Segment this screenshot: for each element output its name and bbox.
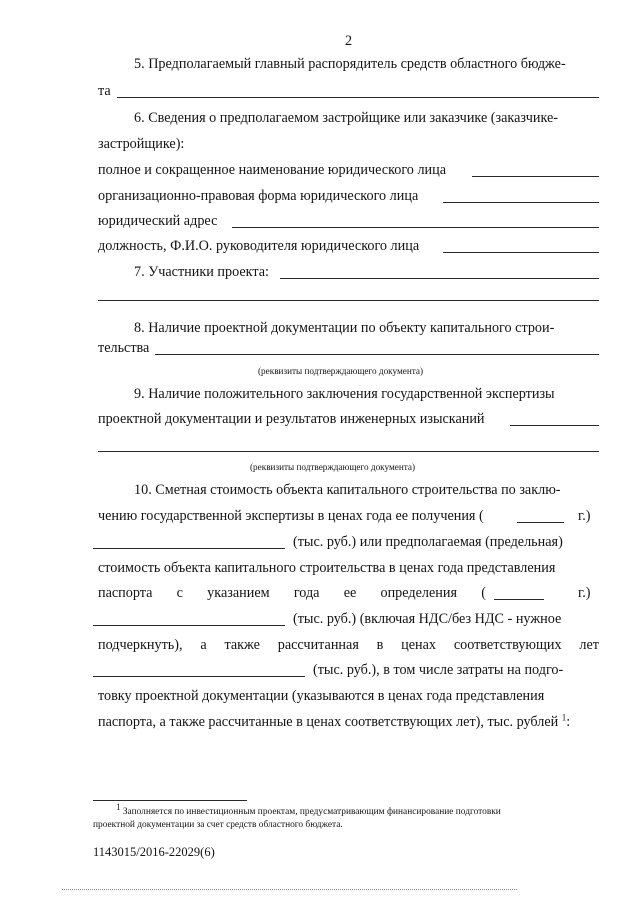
word: соответствующих <box>453 637 562 653</box>
fill-line <box>155 354 599 355</box>
footnote-marker: 1 <box>116 801 121 812</box>
item-10-line-6: (тыс. руб.) (включая НДС/без НДС - нужное <box>293 611 562 627</box>
item-9-caption: (реквизиты подтверждающего документа) <box>250 462 416 472</box>
footnote-text: Заполняется по инвестиционным проектам, предусматривающим финансирование подготовки <box>122 807 501 817</box>
footnote-line-1 <box>116 801 501 818</box>
fill-line <box>280 278 599 279</box>
item-10-line-1: 10. Сметная стоимость объекта капитального строительства по заклю- <box>134 482 561 498</box>
word: с <box>176 585 183 601</box>
fill-line <box>472 176 599 177</box>
item-10-line-8: (тыс. руб.), в том числе затраты на подго- <box>313 662 564 678</box>
item-8-line-2: тельства <box>98 340 150 356</box>
fill-line <box>117 97 599 98</box>
fill-line <box>494 599 544 600</box>
fill-line <box>443 252 599 253</box>
word: а <box>200 637 207 653</box>
item-10-line-3: (тыс. руб.) или предполагаемая (предельная) <box>293 534 563 550</box>
footnote-line-2: проектной документации за счет средств областного бюджета. <box>93 820 343 830</box>
item-6-legal-form: организационно-правовая форма юридического лица <box>98 188 419 204</box>
fill-line <box>93 625 285 626</box>
item-8-caption: (реквизиты подтверждающего документа) <box>258 366 424 376</box>
fill-line <box>443 202 599 203</box>
footnote-reference: 1 <box>561 712 567 723</box>
word: определения <box>380 585 457 601</box>
fill-line <box>232 227 599 228</box>
colon: : <box>566 714 571 730</box>
item-10-line-9: товку проектной документации (указываются в ценах года представления <box>98 688 545 704</box>
item-10-line-5-end: г.) <box>578 585 591 601</box>
footnote-separator <box>93 800 247 801</box>
item-10-line-5 <box>98 584 486 602</box>
word: в <box>376 637 384 653</box>
item-6-line-2: застройщике): <box>98 136 185 152</box>
line-text: паспорта, а также рассчитанные в ценах соответствующих лет), тыс. рублей <box>98 714 559 730</box>
word: ее <box>343 585 357 601</box>
item-8-line-1: 8. Наличие проектной документации по объекту капитального строи- <box>134 320 555 336</box>
word: подчеркнуть), <box>98 637 183 653</box>
document-code: 1143015/2016-22029(6) <box>93 845 215 859</box>
item-6-full-name: полное и сокращенное наименование юридического лица <box>98 162 447 178</box>
word: рассчитанная <box>277 637 359 653</box>
word: также <box>224 637 260 653</box>
item-10-line-2: чению государственной экспертизы в ценах года ее получения ( <box>98 508 484 524</box>
fill-line <box>517 522 564 523</box>
item-5-line-1: 5. Предполагаемый главный распорядитель средств областного бюдже- <box>134 56 566 72</box>
page-number: 2 <box>345 33 353 49</box>
word: ценах <box>401 637 437 653</box>
fill-line <box>510 425 599 426</box>
item-10-line-7 <box>98 636 599 654</box>
word: лет <box>579 637 599 653</box>
word: ( <box>481 585 486 601</box>
item-9-line-2: проектной документации и результатов инженерных изысканий <box>98 411 485 427</box>
item-6-head: должность, Ф.И.О. руководителя юридического лица <box>98 238 420 254</box>
item-10-line-2-end: г.) <box>578 508 591 524</box>
item-10-line-10 <box>98 713 570 731</box>
fill-line <box>98 300 599 301</box>
item-5-line-2: та <box>98 83 111 99</box>
item-10-line-4: стоимость объекта капитального строительства в ценах года представления <box>98 560 556 576</box>
fill-line <box>98 451 599 452</box>
scan-artifact <box>62 889 517 891</box>
item-9-line-1: 9. Наличие положительного заключения государственной экспертизы <box>134 386 555 402</box>
word: паспорта <box>98 585 153 601</box>
item-7-line-1: 7. Участники проекта: <box>134 264 269 280</box>
fill-line <box>93 548 285 549</box>
word: указанием <box>207 585 270 601</box>
item-6-line-1: 6. Сведения о предполагаемом застройщике или заказчике (заказчике- <box>134 110 559 126</box>
fill-line <box>93 676 305 677</box>
word: года <box>293 585 320 601</box>
item-6-address: юридический адрес <box>98 213 218 229</box>
